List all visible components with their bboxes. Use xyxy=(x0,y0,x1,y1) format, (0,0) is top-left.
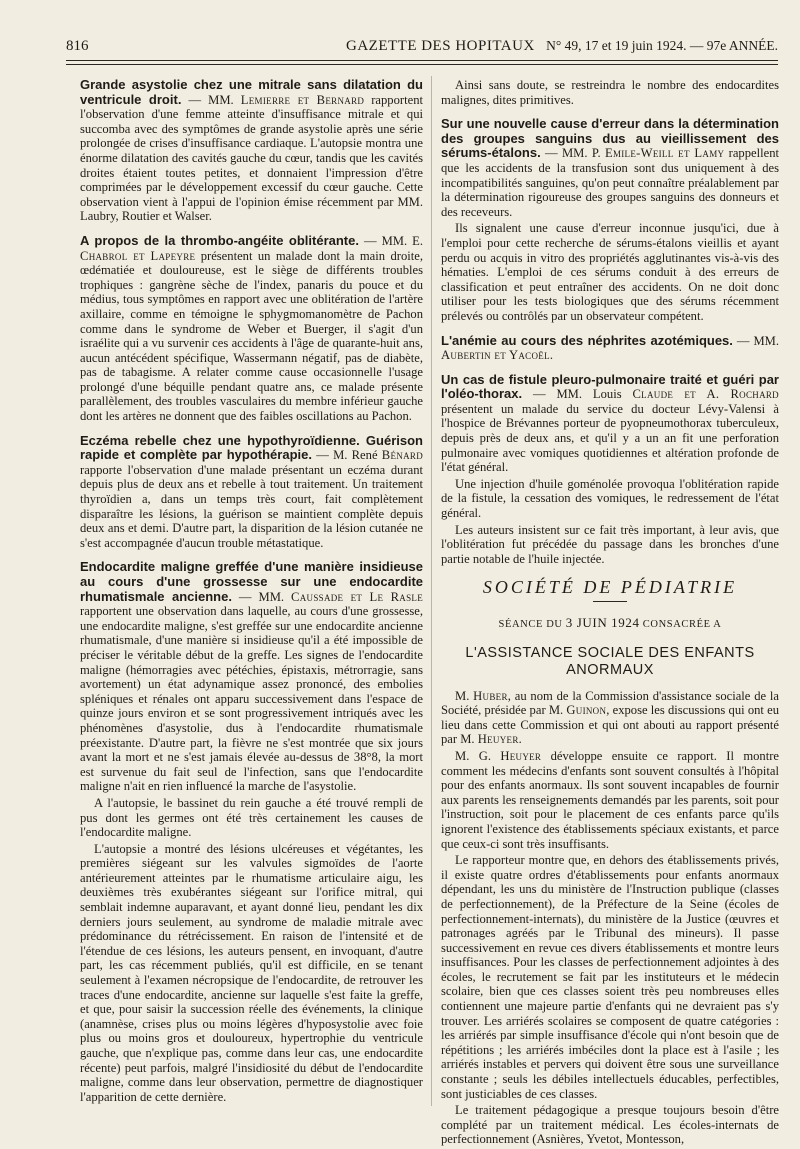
seance-prefix: SÉANCE DU xyxy=(498,619,566,630)
article-authors: Bénard xyxy=(381,448,423,463)
section-rule xyxy=(593,601,627,602)
article-thrombo-angeite xyxy=(80,234,423,424)
article-title: Grande asystolie chez une mitrale sans dilatation du ventricule droit. xyxy=(80,77,423,107)
article-lead: — MM. P. xyxy=(540,146,605,161)
article-authors: Emile-Weill et Lamy xyxy=(604,146,725,161)
article-anemie xyxy=(441,334,779,363)
article-body: rapportent l'observation d'une femme atteinte d'insuffisance mitrale et qui succomba avec des symptômes de grande asystolie après une série prolongée de crises d'insuffisance cardiaque. L'autopsie montra une énorme dilatation des cavités gauche du cœur, tandis que les cavités droites étaient toutes petites, et donnaient l'impression d'être comprimées par le développement excessif du cœur gauche. Cette observation vient à l'appui de l'opinion émise récemment par MM. Laubry, Routier et Walser. xyxy=(80,92,423,224)
article-body: rapporte l'observation d'une malade présentant un eczéma durant depuis plus de deux ans et rebelle à tout traitement. Un traitement thyroïdien a, dans un temps très court, fait complètement disparaître les lésions, la guérison se maintient complète depuis deux ans et demi. D'autre part, la disparition de la lésion cutanée ne s'est accompagnée d'aucun trouble métastatique. xyxy=(80,462,423,550)
article-lead: — MM. Louis xyxy=(522,387,633,402)
article-paragraph: L'autopsie a montré des lésions ulcéreuses et végétantes, les premières siégeant sur les valvules sigmoïdes de l'aorte antérieurement atteintes par le rhumatisme articulaire aigu, les deuxièmes très exubérantes siégeant sur l'orifice mitral, qui semblait indemne auparavant, et ayant donné lieu, pendant les dix derniers jours seulement, au syndrome de maladie mitrale avec prédominance du rétrécissement. En raison de l'intensité et de l'étendue de ces lésions, les auteurs pensent, en invoquant, d'autre part, les cas récemment publiés, qu'il est difficile, en se tenant seulement à l'examen nécropsique de l'endocardite, de retrouver les traces d'une endocardite, ancienne sur laquelle s'est faite la greffe, et que, pour saisir la succession réelle des événements, la clinique (anamnèse, crises plus ou moins légères d'hyposystolie avec foie plus ou moins gros et douloureux, hypertrophie du ventricule gauche, que n'explique pas, comme dans leur cas, une endocardite récente) peut parfois, malgré l'insidiosité du début de l'endocardite maligne, comme dans leur observation, permettre de diagnostiquer l'apparition de cette dernière. xyxy=(80,841,423,1104)
person-name: Huber xyxy=(473,688,508,703)
text-run: M. xyxy=(455,688,474,703)
report-paragraph xyxy=(441,749,779,851)
article-title: Sur une nouvelle cause d'erreur dans la détermination des groupes sanguins dus au vieillissement des sérums-étalons. xyxy=(441,116,779,161)
article-title: A propos de la thrombo-angéite oblitérante. xyxy=(80,232,359,248)
article-lead: — MM. xyxy=(732,333,780,348)
issue-info: N° 49, 17 et 19 juin 1924. — 97e ANNÉE. xyxy=(546,38,778,53)
article-title: Endocardite maligne greffée d'une manière insidieuse au cours d'une grossesse sur une endocardite rhumatismale ancienne. xyxy=(80,559,423,604)
seance-subject: L'ASSISTANCE SOCIALE DES ENFANTS ANORMAUX xyxy=(465,644,755,678)
left-column xyxy=(80,78,423,1106)
text-run: développe ensuite ce rapport. Il montre comment les médecins d'enfants sont souvent consultés à l'hôpital pour des enfants anormaux. Ils sont souvent incapables de fournir aux parents les renseignements demandés par les parents, soit pour l'instruction, soit pour le placement de ces enfants parce qu'ils ignorent l'existence des établissements spéciaux existants, et parce que ceux-ci sont très insuffisants. xyxy=(441,748,779,851)
text-run: , expose les discussions qui ont eu lieu dans cette Commission et qui ont abouti au rapport présenté par M. xyxy=(441,703,779,747)
article-authors: Claude et A. Rochard xyxy=(632,387,779,402)
seance-suffix: CONSACRÉE A xyxy=(639,619,722,630)
article-authors: Aubertin et Yacoël. xyxy=(441,348,554,363)
section-title: SOCIÉTÉ DE PÉDIATRIE xyxy=(482,577,738,598)
article-title: Eczéma rebelle chez une hypothyroïdienne. Guérison rapide et complète par hypothérapie. xyxy=(80,432,423,463)
article-paragraph: Ainsi sans doute, se restreindra le nombre des endocardites malignes, dites primitives. xyxy=(441,78,779,107)
article-paragraph: Ils signalent une cause d'erreur inconnue jusqu'ici, due à l'emploi pour cette recherche de sérums-étalons vieillis et ayant perdu ou acquis in vitro des propriétés agglutinantes vis-à-vis des hématies. L'emploi de ces sérums conduit à des erreurs de classification et peut entraîner des accidents. On ne doit donc utiliser pour les tests biologiques que des sérums récemment prélevés ou contrôlés par un observateur compétent. xyxy=(441,221,779,323)
article-paragraph: Les auteurs insistent sur ce fait très important, à leur avis, que l'oblitération fut précédée du passage dans les bronches d'une partie notable de l'huile injectée. xyxy=(441,522,779,566)
person-name: Heuyer xyxy=(500,748,542,763)
page-header xyxy=(66,34,778,58)
right-column xyxy=(441,78,779,1149)
header-rule xyxy=(66,60,778,61)
report-paragraph: Le rapporteur montre que, en dehors des établissements privés, il existe quatre ordres d'établissements pour enfants anormaux dépendant, les uns du ministère de l'Instruction publique (classes de perfectionnement), de la Préfecture de la Seine (écoles de perfectionnement-internats), du ministère de la Justice (œuvres et patronages agréés par le Tribunal des mineurs). Il passe successivement en revue ces divers établissements et montre leurs insuffisances. Pour les classes de perfectionnement adjointes à des écoles, le recrutement se fait par les instituteurs et le médecin scolaire, bien que ces classes soient très peu nombreuses elles contiennent une majeure partie d'enfants qui ne devraient pas s'y trouver. Les arriérés scolaires se composent de quatre catégories : les arriérés par simple insuffisance d'école qui n'ont besoin que de répétitions ; les arriérés imbéciles dont la place est à l'asile ; les arriérés instables et pervers qui doivent être sous une surveillance constante ; seuls les débiles intellectuels éducables, perfectibles, sont justiciables de ces classes. xyxy=(441,853,779,1101)
article-authors: Lemierre et Bernard xyxy=(240,92,365,107)
seance-date: 3 JUIN 1924 xyxy=(565,615,640,630)
report-paragraph xyxy=(441,689,779,747)
article-title: Un cas de fistule pleuro-pulmonaire traité et guéri par l'oléo-thorax. xyxy=(441,371,779,402)
seance-line xyxy=(441,616,779,633)
column-divider xyxy=(431,76,432,1106)
header-rule-double xyxy=(66,64,778,65)
article-eczema xyxy=(80,434,423,551)
article-asystolie xyxy=(80,78,423,224)
report-paragraph: Le traitement pédagogique a presque toujours besoin d'être complété par un traitement médical. Les écoles-internats de perfectionnement (Asnières, Yvetot, Montesson, xyxy=(441,1103,779,1147)
person-name: Heuyer. xyxy=(477,732,523,747)
article-endocardite xyxy=(80,560,423,794)
article-body: rappellent que les accidents de la transfusion sont dus uniquement à des incompatibilités sanguines, qu'on peut connaître préalablement par la détermination rigoureuse des groupes sanguins des donneurs et des receveurs. xyxy=(441,146,779,219)
text-run: M. G. xyxy=(455,748,501,763)
article-serums xyxy=(441,117,779,219)
article-fistule xyxy=(441,373,779,475)
article-authors: Chabrol et Lapeyre xyxy=(80,248,196,263)
page-number: 816 xyxy=(66,38,89,54)
article-authors: Caussade et Le Rasle xyxy=(291,589,423,604)
article-body: présentent un malade dont la main droite, œdématiée et douloureuse, est le siège de différents troubles trophiques : gangrène sèche de l'index, panaris du pouce et du médius, tous symptômes en rapport avec une oblitération de l'artère axillaire, comme en témoigne le sphygmomanomètre de Pachon comme dans le syndrome de Weber et Buerger, il s'agit d'un israélite qui a vu survenir ces accidents à l'âge de quarante-huit ans, aucun antécédent spécifique, Wassermann négatif, pas de diabète, pas de tabagisme. A relater comme cause occasionnelle l'usage prolongé d'une béquille pendant quatre ans, ce malade présente parallèlement, des troubles vasculaires du membre inférieur gauche dont les artères ne donnent que des faibles oscillations au Pachon. xyxy=(80,248,423,424)
person-name: Guinon xyxy=(566,703,607,718)
text-run: , au nom de la Commission d'assistance sociale de la Société, présidée par M. xyxy=(441,688,779,718)
article-lead: — M. René xyxy=(311,448,382,463)
article-title: L'anémie au cours des néphrites azotémiques. xyxy=(441,332,733,348)
article-body: présentent un malade du service du docteur Lévy-Valensi à l'hospice de Brévannes porteur de pyopneumothorax tuberculeux, depuis près de deux ans, et qu'il y a un an fit une perforation pulmonaire avec vomiques quotidiennes et altération profonde de l'état général. xyxy=(441,401,779,475)
article-paragraph: Une injection d'huile goménolée provoqua l'oblitération rapide de la fistule, la cessation des vomiques, le redressement de l'état général. xyxy=(441,476,779,521)
article-body: rapportent une observation dans laquelle, au cours d'une grossesse, une endocardite maligne, s'est greffée sur une endocardite ancienne rhumatismale, d'une manière si insidieuse qu'il a été impossible de préciser le véritable début de la greffe. Les signes de l'endocardite maligne (hémorragies avec pétéchies, épistaxis, métrorragie, sans avortement) un état adynamique assez prononcé, des embolies spléniques et rénales ont apparu successivement dans l'espace de quinze jours environ et se sont progressivement intriqués avec les phénomènes d'asystolie, dus à l'endocardite rhumatismale préexistante. D'autre part, la fièvre ne s'est montrée que six jours avant la mort et ne s'est jamais élevée au-dessus de 38°8, la mort est survenue du fait seul de l'infection, sans que l'endocardite maligne n'ait en rien influencé la marche de l'asystolie. xyxy=(80,604,423,794)
article-lead: — MM. xyxy=(181,92,241,107)
publication-title: GAZETTE DES HOPITAUX xyxy=(346,38,535,54)
article-lead: — MM. E. xyxy=(358,233,423,248)
article-paragraph: A l'autopsie, le bassinet du rein gauche a été trouvé rempli de pus dont les germes ont été très certainement les causes de l'endocardite maligne. xyxy=(80,795,423,840)
article-lead: — MM. xyxy=(231,589,292,604)
